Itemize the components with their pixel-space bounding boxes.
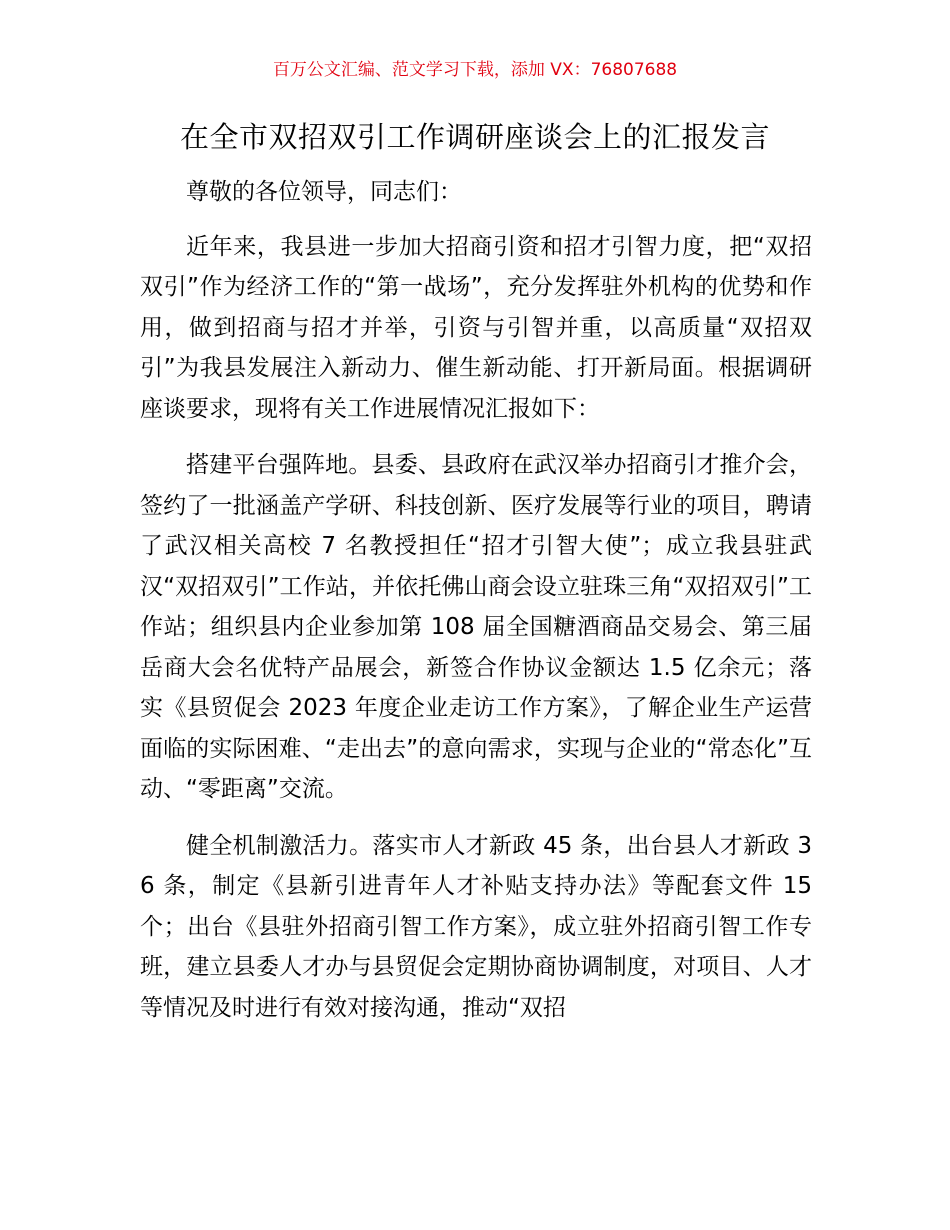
- paragraph-mechanism: 健全机制激活力。落实市人才新政 45 条，出台县人才新政 36 条，制定《县新引进青年人才补贴支持办法》等配套文件 15 个；出台《县驻外招商引智工作方案》，成立驻外招商引智工作专班，建立县委人才办与县贸促会定期协商协调制度，对项目、人才等情况及时进行有效对接沟通，推动“双招: [140, 832, 812, 1021]
- paragraph-platform: 搭建平台强阵地。县委、县政府在武汉举办招商引才推介会，签约了一批涵盖产学研、科技创新、医疗发展等行业的项目，聘请了武汉相关高校 7 名教授担任“招才引智大使”；成立我县驻武汉“双招双引”工作站，并依托佛山商会设立驻珠三角“双招双引”工作站；组织县内企业参加第 108 届全国糖酒商品交易会、第三届岳商大会名优特产品展会，新签合作协议金额达 1.5 亿余元；落实《县贸促会 2023 年度企业走访工作方案》，了解企业生产运营面临的实际困难、“走出去”的意向需求，实现与企业的“常态化”互动、“零距离”交流。: [140, 452, 812, 802]
- salutation: 尊敬的各位领导，同志们：: [186, 179, 462, 205]
- paragraph-intro: 近年来，我县进一步加大招商引资和招才引智力度，把“双招双引”作为经济工作的“第一战场”，充分发挥驻外机构的优势和作用，做到招商与招才并举，引资与引智并重，以高质量“双招双引”为我县发展注入新动力、催生新动能、打开新局面。根据调研座谈要求，现将有关工作进展情况汇报如下：: [140, 233, 812, 422]
- document-body: [140, 172, 812, 1036]
- document-title: 在全市双招双引工作调研座谈会上的汇报发言: [179, 120, 770, 154]
- header-watermark-note: 百万公文汇编、范文学习下载，添加 VX：76807688: [272, 60, 678, 80]
